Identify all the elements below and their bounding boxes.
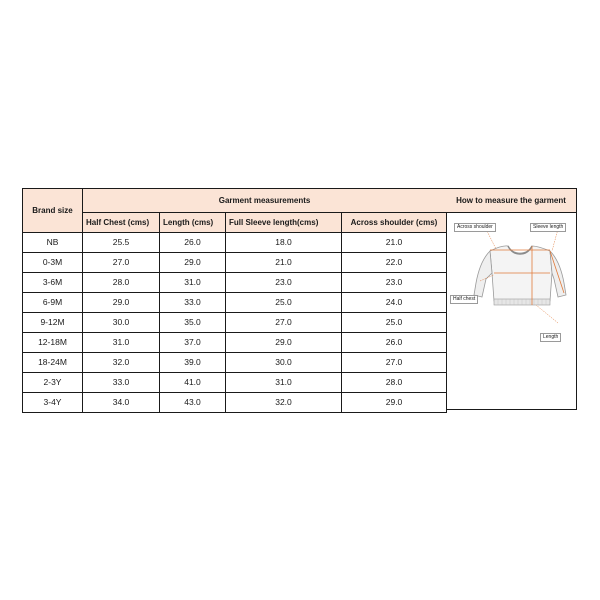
sleeve-cell: 23.0: [226, 273, 342, 293]
table-row: [23, 393, 447, 413]
half-chest-cell: 30.0: [83, 313, 160, 333]
table-row: [23, 353, 447, 373]
shoulder-cell: 23.0: [342, 273, 447, 293]
shoulder-cell: 25.0: [342, 313, 447, 333]
length-cell: 26.0: [160, 233, 226, 253]
length-cell: 29.0: [160, 253, 226, 273]
half-chest-cell: 27.0: [83, 253, 160, 273]
length-cell: 41.0: [160, 373, 226, 393]
header-row-top: [23, 189, 447, 213]
size-cell: 2-3Y: [23, 373, 83, 393]
length-cell: 35.0: [160, 313, 226, 333]
size-cell: 3-4Y: [23, 393, 83, 413]
sleeve-cell: 18.0: [226, 233, 342, 253]
length-cell: 31.0: [160, 273, 226, 293]
sleeve-cell: 25.0: [226, 293, 342, 313]
sweater-illustration: [446, 213, 576, 409]
sleeve-cell: 32.0: [226, 393, 342, 413]
sleeve-cell: 21.0: [226, 253, 342, 273]
half-chest-cell: 28.0: [83, 273, 160, 293]
label-across-shoulder: Across shoulder: [454, 223, 496, 232]
table-row: [23, 233, 447, 253]
half-chest-cell: 34.0: [83, 393, 160, 413]
table-row: [23, 293, 447, 313]
size-cell: 3-6M: [23, 273, 83, 293]
shoulder-cell: 27.0: [342, 353, 447, 373]
measurement-guide: [446, 188, 577, 410]
length-cell: 33.0: [160, 293, 226, 313]
size-cell: 18-24M: [23, 353, 83, 373]
col-header-length: Length (cms): [160, 213, 226, 233]
length-cell: 43.0: [160, 393, 226, 413]
garment-measurements-header: Garment measurements: [83, 189, 447, 213]
shoulder-cell: 24.0: [342, 293, 447, 313]
half-chest-cell: 25.5: [83, 233, 160, 253]
sleeve-cell: 30.0: [226, 353, 342, 373]
size-cell: 9-12M: [23, 313, 83, 333]
length-cell: 37.0: [160, 333, 226, 353]
size-cell: NB: [23, 233, 83, 253]
size-cell: 6-9M: [23, 293, 83, 313]
length-cell: 39.0: [160, 353, 226, 373]
table-row: [23, 273, 447, 293]
size-cell: 12-18M: [23, 333, 83, 353]
guide-title: How to measure the garment: [446, 189, 576, 213]
size-chart: [22, 188, 578, 410]
table-row: [23, 373, 447, 393]
shoulder-cell: 28.0: [342, 373, 447, 393]
sleeve-cell: 31.0: [226, 373, 342, 393]
table-row: [23, 313, 447, 333]
half-chest-cell: 31.0: [83, 333, 160, 353]
garment-diagram: [446, 213, 576, 409]
col-header-across-shoulder: Across shoulder (cms): [342, 213, 447, 233]
size-cell: 0-3M: [23, 253, 83, 273]
half-chest-cell: 29.0: [83, 293, 160, 313]
left-sleeve: [474, 251, 492, 297]
brand-size-header: Brand size: [23, 189, 83, 233]
shoulder-cell: 26.0: [342, 333, 447, 353]
shoulder-cell: 29.0: [342, 393, 447, 413]
label-sleeve-length: Sleeve length: [530, 223, 566, 232]
half-chest-cell: 33.0: [83, 373, 160, 393]
sleeve-cell: 29.0: [226, 333, 342, 353]
size-table: [22, 188, 447, 413]
shoulder-cell: 21.0: [342, 233, 447, 253]
table-row: [23, 253, 447, 273]
table-row: [23, 333, 447, 353]
col-header-half-chest: Half Chest (cms): [83, 213, 160, 233]
col-header-full-sleeve: Full Sleeve length(cms): [226, 213, 342, 233]
shoulder-cell: 22.0: [342, 253, 447, 273]
label-half-chest: Half chest: [450, 295, 478, 304]
half-chest-cell: 32.0: [83, 353, 160, 373]
header-row-columns: [23, 213, 447, 233]
sleeve-cell: 27.0: [226, 313, 342, 333]
label-length: Length: [540, 333, 561, 342]
